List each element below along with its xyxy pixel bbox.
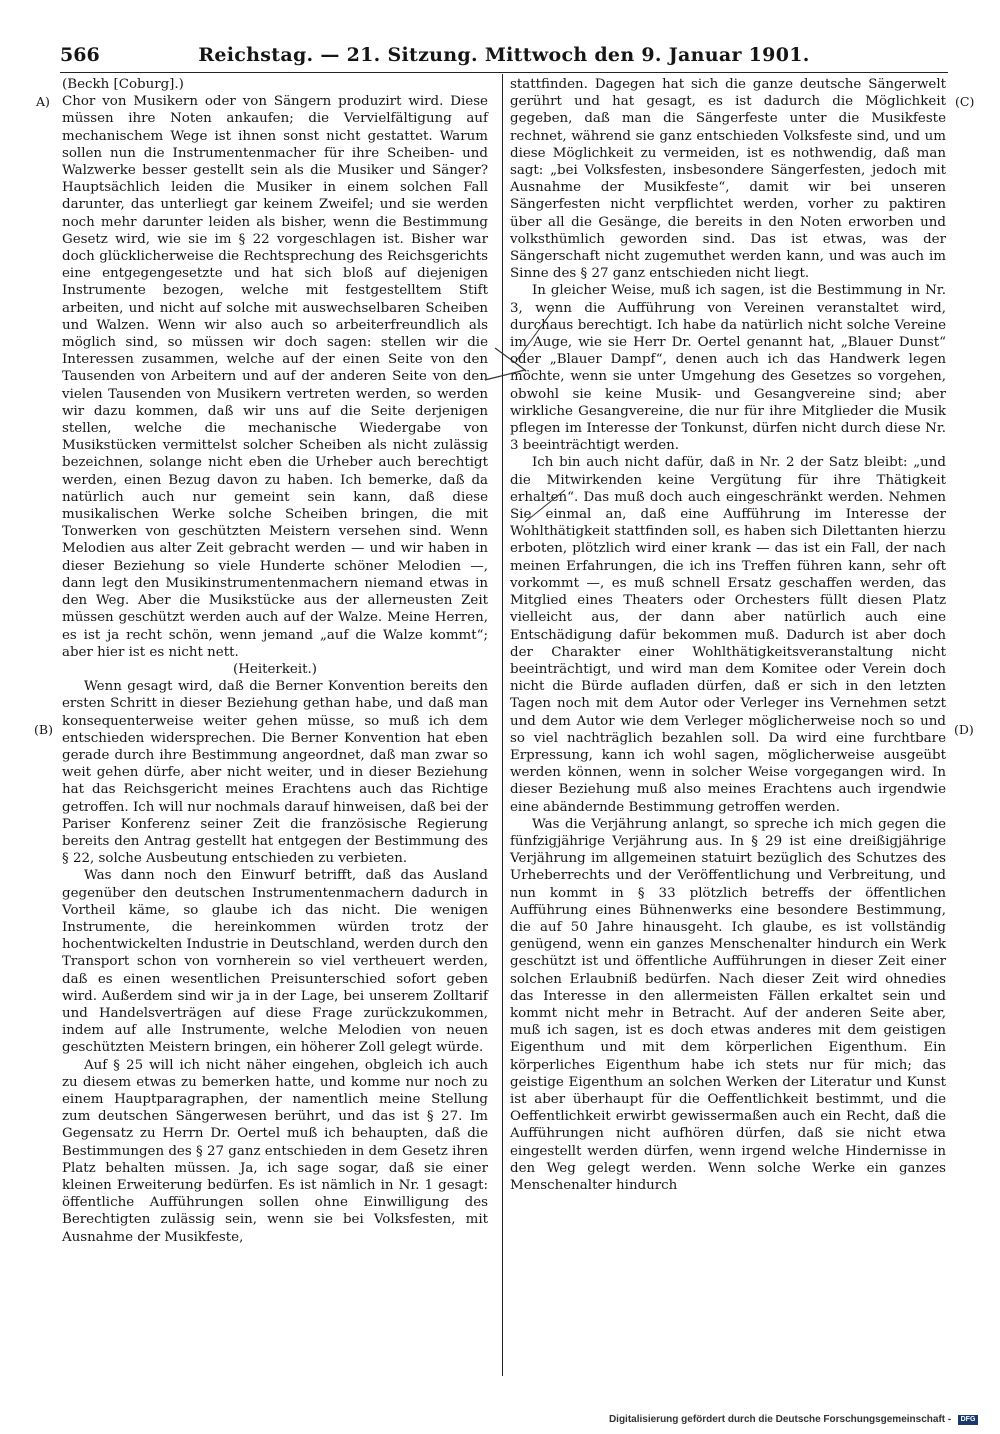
paragraph: Chor von Musikern oder von Sängern produzirt wird. Diese müssen ihre Noten ankaufen; die Vervielfältigung auf mechanischem Wege ist ihnen sonst nicht gestattet. Warum sollen nun die Instrumentenmacher für ihre Scheiben- und Walzwerke besser gestellt sein als die Musiker und Sänger? Hauptsächlich leiden die Musiker in einem solchen Fall darunter, das unterliegt gar keinem Zweifel; und sie werden noch mehr darunter leiden als bisher, wenn die Bestimmung Gesetz wird, wie sie im § 22 vorgeschlagen ist. Bisher war doch glücklicherweise die Rechtsprechung des Reichsgerichts eine entgegengesetzte und hat sich bloß auf diejenigen Instrumente bezogen, welche mit festgestelltem Stift arbeiten, und nicht auf solche mit auswechselbaren Scheiben und Walzen. Wenn wir also auch so arbeiterfreundlich als möglich sind, so müssen wir doch sagen: stellen wir die Interessen zusammen, welche auf der einen Seite von den Tausenden von Arbeitern und auf der anderen Seite von den vielen Tausenden von Musikern vertreten werden, so werden wir dazu kommen, daß wir uns auf die Seite derjenigen stellen, welche die mechanische Wiedergabe von Musikstücken vermittelst solcher Scheiben als nicht zulässig bezeichnen, solange nicht eben die Urheber auch berechtigt werden, einen Bezug davon zu haben. Ich bemerke, daß da natürlich auch nur gemeint sein kann, daß diese musikalischen Werke solche Scheiben bringen, die mit Tonwerken von geschützten Meistern versehen sind. Wenn Melodien aus alter Zeit gebracht werden — und wir haben in dieser Beziehung so viele Hunderte schöner Melodien —, dann legt den Musikinstrumentenmachern niemand etwas in den Weg. Aber die Musikstücke aus der allerneusten Zeit müssen geschützt werden auch auf der Walze. Meine Herren, es ist ja recht schön, wenn jemand „auf die Walze kommt“; aber hier ist es nicht nett. <box>62 94 488 660</box>
footer-text: Digitalisierung gefördert durch die Deutsche Forschungsgemeinschaft - <box>608 1414 952 1425</box>
margin-mark-b: (B) <box>34 722 53 737</box>
margin-mark-d: (D) <box>954 722 974 737</box>
paragraph: Wenn gesagt wird, daß die Berner Konvention bereits den ersten Schritt in dieser Beziehung gethan habe, und daß man konsequenterweise weiter gehen müsse, so muß ich dem entschieden widersprechen. Die Berner Konvention hat eben gerade durch ihre Bestimmung angeordnet, daß man zwar so weit gehen dürfe, aber nicht weiter, und in dieser Beziehung hat das Reichsgericht meines Erachtens auch das Richtige getroffen. Ich will nur nochmals darauf hinweisen, daß bei der Pariser Konferenz seiner Zeit die französische Regierung bereits den Antrag gestellt hat entgegen der Bestimmung des § 22, solche Ausbeutung entschieden zu verbieten. <box>62 679 488 867</box>
dfg-logo: DFG <box>958 1415 978 1425</box>
header-rule <box>60 72 948 73</box>
interjection: (Heiterkeit.) <box>233 661 317 677</box>
column-divider <box>502 74 503 1376</box>
margin-mark-c: (C) <box>955 94 975 109</box>
paragraph: In gleicher Weise, muß ich sagen, ist die Bestimmung in Nr. 3, wenn die Aufführung von Vereinen veranstaltet wird, durchaus berechtigt. Ich habe da natürlich nicht solche Vereine im Auge, wie sie Herr Dr. Oertel genannt hat, „Blauer Dunst“ oder „Blauer Dampf“, denen auch ich das Handwerk legen möchte, wenn sie unter Umgehung des Gesetzes so vorgehen, obwohl sie keine Musik- und Gesangvereine sind; aber wirkliche Gesangvereine, die nur für ihre Mitglieder die Musik pflegen im Interesse der Tonkunst, dürfen nicht durch diese Nr. 3 beeinträchtigt werden. <box>510 283 946 454</box>
paragraph: Auf § 25 will ich nicht näher eingehen, obgleich ich auch zu diesem etwas zu bemerken hatte, und komme nur noch zu einem Hauptparagraphen, der namentlich meine Stellung zum deutschen Sängerwesen berührt, und das ist § 27. Im Gegensatz zu Herrn Dr. Oertel muß ich behaupten, daß die Bestimmungen des § 27 ganz entschieden in dem Gesetz ihren Platz behalten müssen. Ja, ich sage sogar, daß sie einer kleinen Erweiterung bedürfen. Es ist nämlich in Nr. 1 gesagt: öffentliche Aufführungen sollen ohne Einwilligung des Berechtigten zulässig sein, wenn sie bei Volksfesten, mit Ausnahme der Musikfeste, <box>62 1057 488 1245</box>
right-column <box>510 76 946 1194</box>
left-column <box>62 76 488 1246</box>
margin-mark-a: A) <box>36 94 50 109</box>
page-header <box>60 44 948 70</box>
paragraph: stattfinden. Dagegen hat sich die ganze deutsche Sängerwelt gerührt und hat gesagt, es ist dadurch die Möglichkeit gegeben, daß man die Sängerfeste unter die Musikfeste rechnet, während sie ganz entschieden Volksfeste sind, und um diese Möglichkeit zu vermeiden, ist es nothwendig, daß man sagt: „bei Volksfesten, insbesondere Sängerfesten, jedoch mit Ausnahme der Musikfeste“, damit wir bei unseren Sängerfesten nicht verpflichtet werden, vorher zu paktiren über all die Gesänge, die bereits in den Noten erworben und volksthümlich geworden sind. Das ist etwas, was der Sängerschaft nicht zugemuthet werden kann, und was auch im Sinne des § 27 ganz entschieden nicht liegt. <box>510 77 946 282</box>
pen-annotation-lines <box>455 300 575 530</box>
speaker-label: (Beckh [Coburg].) <box>62 77 184 92</box>
paragraph: Ich bin auch nicht dafür, daß in Nr. 2 der Satz bleibt: „und die Mitwirkenden keine Vergütung für ihre Thätigkeit erhalten“. Das muß doch auch eingeschränkt werden. Nehmen Sie einmal an, daß eine Aufführung im Interesse der Wohlthätigkeit stattfinden soll, es haben sich Dilettanten hierzu erboten, plötzlich wird einer krank — das ist ein Fall, der nach meinen Erfahrungen, die ich ins Treffen führen kann, sehr oft vorkommt —, es muß schnell Ersatz geschaffen werden, das Mitglied eines Theaters oder Orchesters füllt diesen Platz vielleicht aus, der dann aber natürlich auch eine Entschädigung dafür bekommen muß. Dadurch ist aber doch der Charakter einer Wohlthätigkeitsveranstaltung nicht beeinträchtigt, und wird man dem Komitee oder Verein doch nicht die Bürde aufladen dürfen, daß er sich in den letzten Tagen noch mit dem Autor oder Verleger ins Vernehmen setzt und dem Autor wie dem Verleger möglicherweise noch so und so viel nachträglich bezahlen soll. Da wird eine furchtbare Erpressung, kann ich wohl sagen, möglicherweise ausgeübt werden können, wenn in solcher Weise vorgegangen wird. In dieser Beziehung muß also meines Erachtens auch irgendwie eine abändernde Bestimmung getroffen werden. <box>510 455 946 815</box>
paragraph: Was die Verjährung anlangt, so spreche ich mich gegen die fünfzigjährige Verjährung aus. In § 29 ist eine dreißigjährige Verjährung im allgemeinen statuirt bezüglich des Schutzes des Urheberrechts und der Veröffentlichung und Verbreitung, und nun kommt in § 33 plötzlich betreffs der öffentlichen Aufführung eines Bühnenwerks eine besondere Bestimmung, die auf 50 Jahre hinausgeht. Ich glaube, es ist vollständig genügend, wenn ein ganzes Menschenalter hindurch ein Werk geschützt ist und öffentliche Aufführungen in dieser Zeit einer solchen Erlaubniß bedürfen. Nach dieser Zeit wird ohnedies das Interesse in den allermeisten Fällen erkaltet sein und kommt nicht mehr in Betracht. Auf der anderen Seite aber, muß ich sagen, ist es doch etwas anderes mit dem geistigen Eigenthum und mit dem körperlichen Eigenthum. Ein körperliches Eigenthum habe ich stets nur für mich; das geistige Eigenthum an solchen Werken der Literatur und Kunst ist aber überhaupt für die Oeffentlichkeit bestimmt, und die Oeffentlichkeit erwirbt gewissermaßen auch ein Recht, daß die Aufführungen nicht aufhören dürfen, daß sie nicht etwa eingestellt werden dürfen, wenn irgend welche Hindernisse in den Weg gelegt werden. Wenn solche Werke ein ganzes Menschenalter hindurch <box>510 816 946 1193</box>
page-number: 566 <box>60 44 100 66</box>
footer-credit <box>609 1414 978 1425</box>
running-title: Reichstag. — 21. Sitzung. Mittwoch den 9. Januar 1901. <box>198 44 810 66</box>
paragraph: Was dann noch den Einwurf betrifft, daß das Ausland gegenüber den deutschen Instrumentenmachern dadurch in Vortheil käme, so glaube ich das nicht. Die wenigen Instrumente, die hereinkommen würden trotz der hochentwickelten Industrie in Deutschland, werden durch den Transport schon von vornherein so viel vertheuert werden, daß es einen wesentlichen Preisunterschied sofort geben wird. Außerdem sind wir ja in der Lage, bei unserem Zolltarif und Handelsverträgen auf diese Frage zurückzukommen, indem auf alle Instrumente, welche Melodien von neuen geschützten Meistern bringen, ein höherer Zoll gelegt würde. <box>62 868 488 1056</box>
